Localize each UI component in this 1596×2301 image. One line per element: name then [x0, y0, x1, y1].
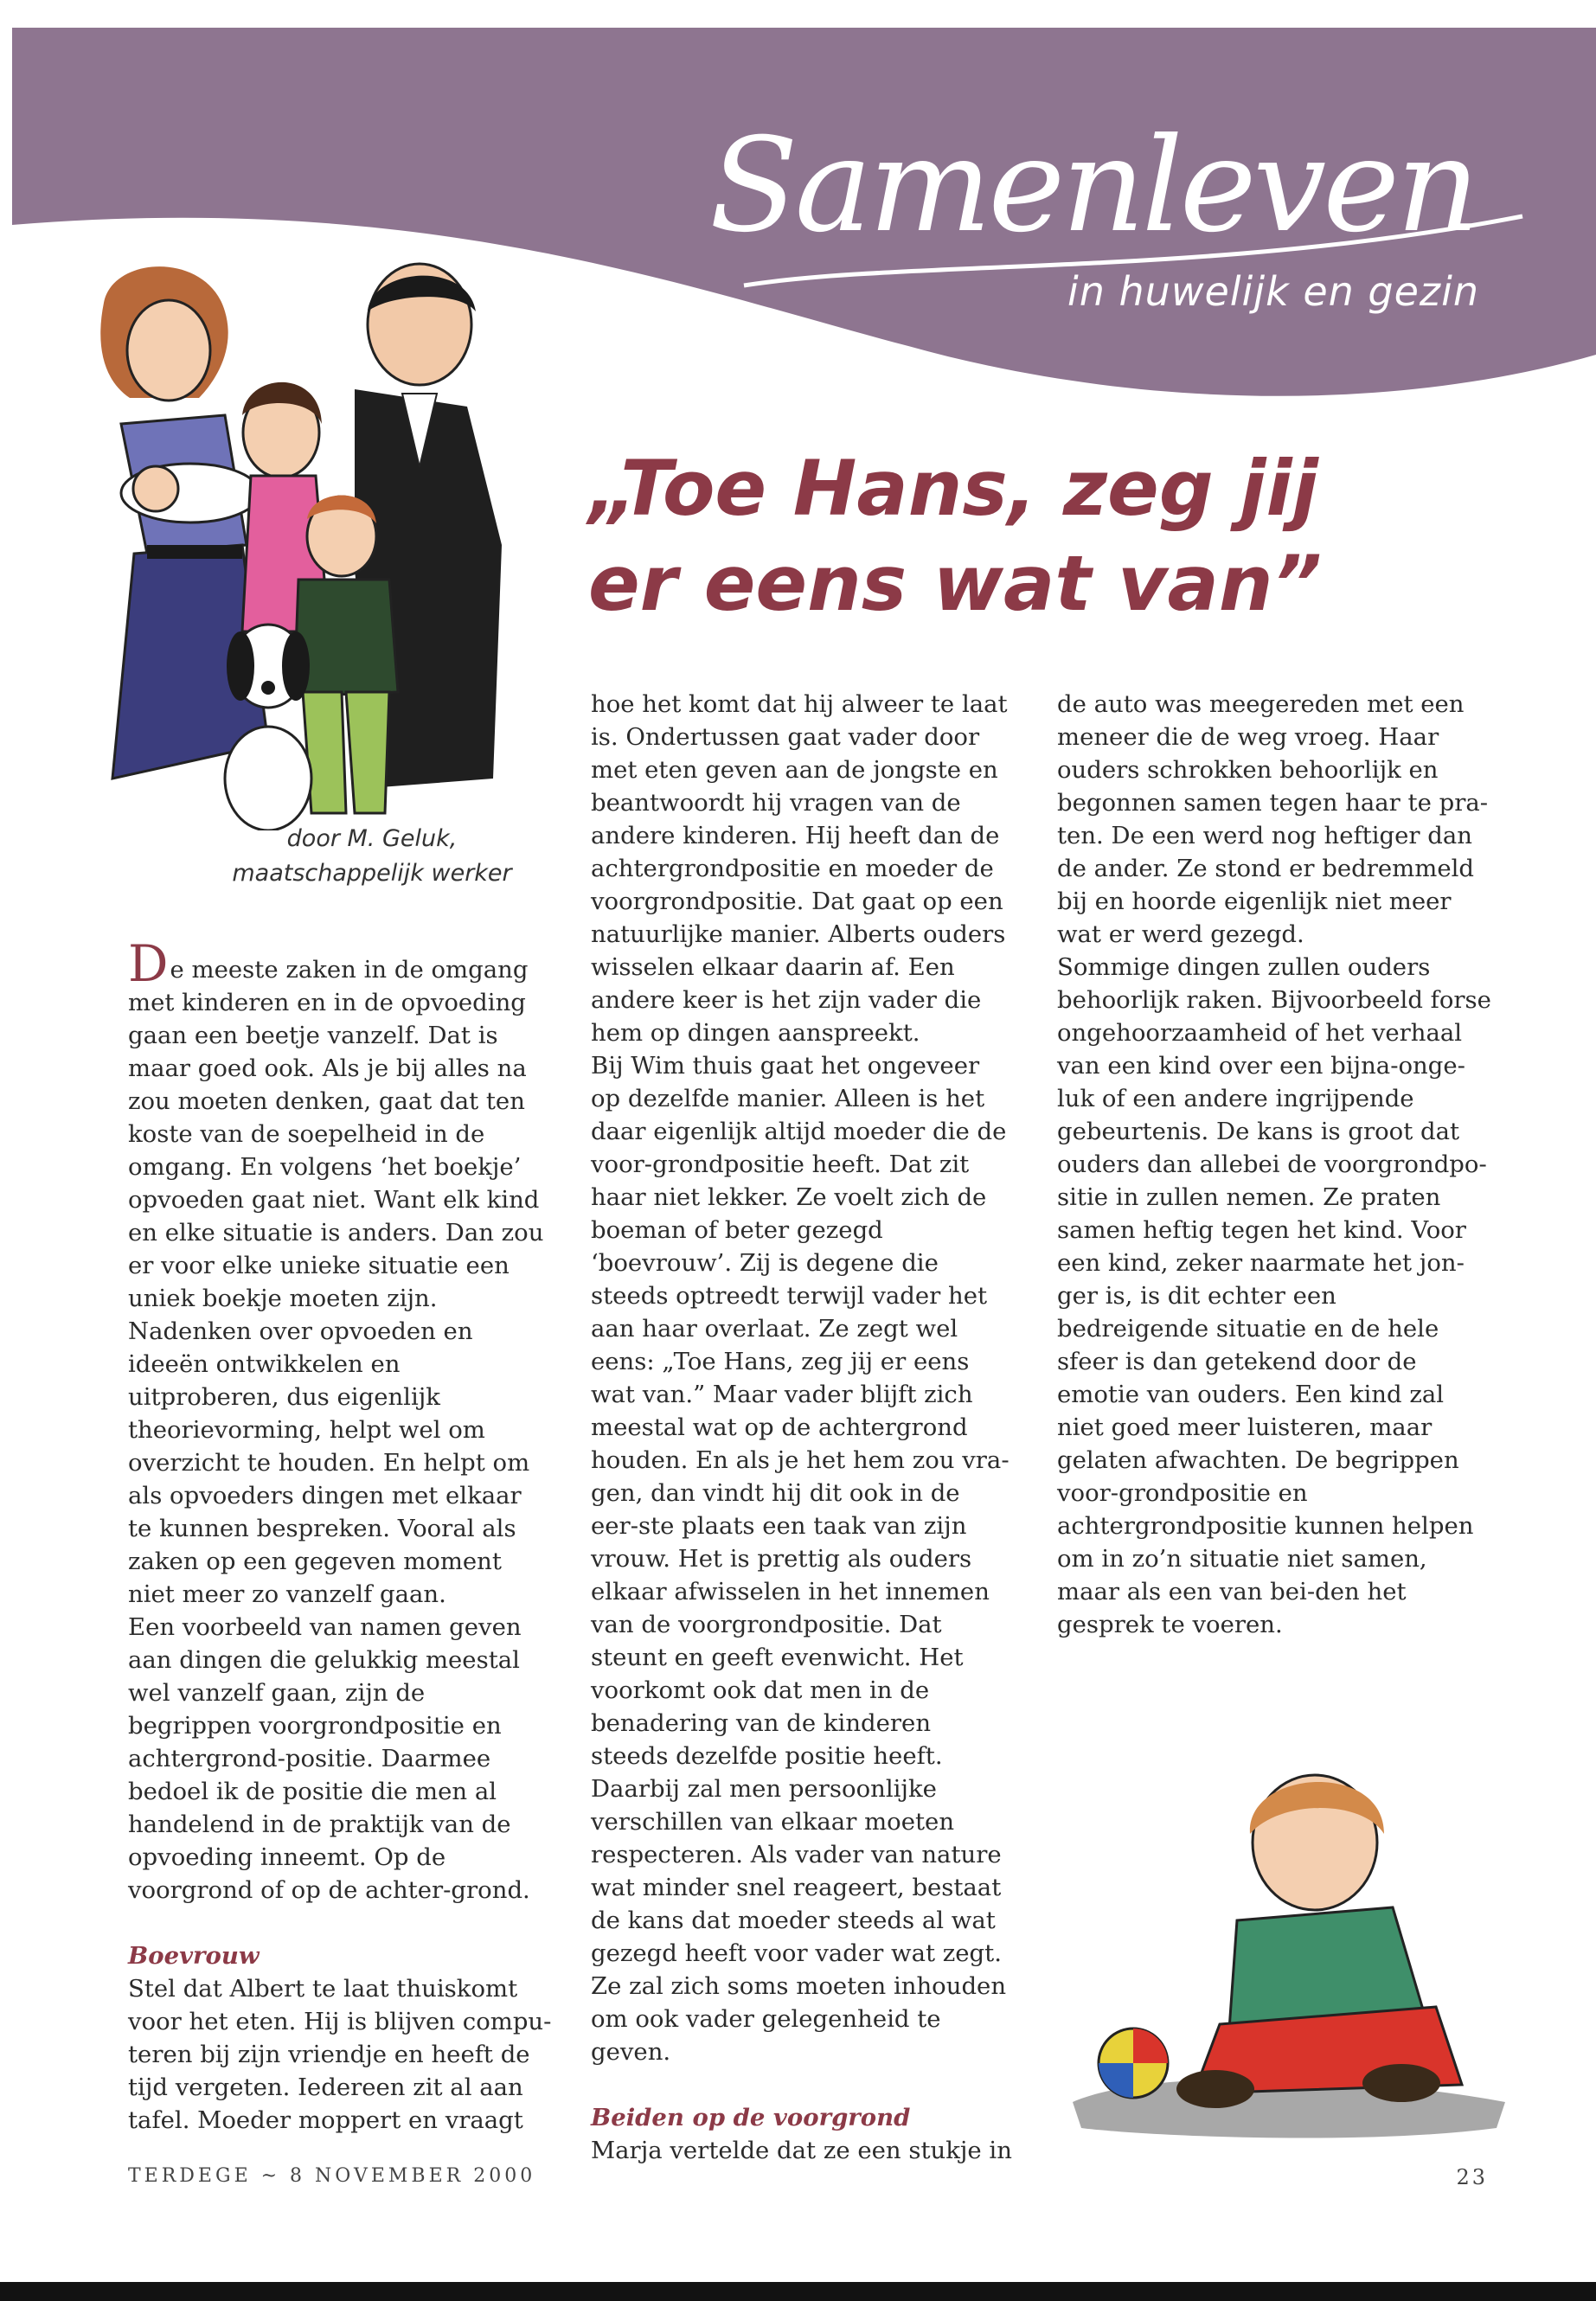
paragraph: Stel dat Albert te laat thuiskomt voor het eten. Hij is blijven compu-teren bij zijn vriendje en heeft de tijd vergeten. Iedereen zit al aan tafel. Moeder moppert en vraagt [128, 1975, 552, 2134]
paragraph: Een voorbeeld van namen geven aan dingen die gelukkig meestal wel vanzelf gaan, zijn de begrippen voorgrondpositie en achtergrond-positie. Daarmee bedoel ik de positie die men al handelend in de praktijk van de opvoeding inneemt. Op de voorgrond of op de achter-grond. [128, 1613, 530, 1904]
headline-line-2: er eens wat van” [588, 539, 1323, 628]
headline [588, 441, 1540, 631]
paragraph: hoe het komt dat hij alweer te laat is. Ondertussen gaat vader door met eten geven aan de jongste en beantwoordt hij vragen van de andere kinderen. Hij heeft dan de achtergrondpositie en moeder de voorgrondpositie. Dat gaat op een natuurlijke manier. Alberts ouders wisselen elkaar daarin af. Een andere keer is het zijn vader die hem op dingen aanspreekt. [591, 690, 1008, 1047]
article-column-3 [1057, 688, 1494, 1641]
paragraph: Nadenken over opvoeden en ideeën ontwikkelen en uitproberen, dus eigenlijk theorievorming, helpt wel om overzicht te houden. En helpt om als opvoeders dingen met elkaar te kunnen bespreken. Vooral als zaken op een gegeven moment niet meer zo vanzelf gaan. [128, 1317, 530, 1608]
footer-publication: TERDEGE ~ 8 NOVEMBER 2000 [128, 2165, 536, 2187]
article-column-1 [128, 934, 552, 2137]
child-with-ball-illustration [1064, 1739, 1514, 2145]
drop-cap: D [128, 934, 169, 993]
paragraph: Marja vertelde dat ze een stukje in [591, 2137, 1012, 2164]
page-number: 23 [1456, 2165, 1488, 2189]
family-illustration [95, 260, 562, 830]
byline-author: door M. Geluk, [286, 825, 458, 852]
byline-role: maatschappelijk werker [232, 860, 512, 887]
paragraph: Sommige dingen zullen ouders behoorlijk raken. Bijvoorbeeld forse ongehoorzaamheid of het verhaal van een kind over een bijna-onge-luk of een andere ingrijpende gebeurtenis. De kans is groot dat ouders dan allebei de voorgrondpo-sitie in zullen nemen. Ze praten samen heftig tegen het kind. Voor een kind, zeker naarmate het jon-ger is, is dit echter een bedreigende situatie en de hele sfeer is dan getekend door de emotie van ouders. Een kind zal niet goed meer luisteren, maar gelaten afwachten. De begrippen voor-grondpositie en achtergrondpositie kunnen helpen om in zo’n situatie niet samen, maar als een van bei-den het gesprek te voeren. [1057, 953, 1491, 1638]
headline-line-1: „Toe Hans, zeg jij [588, 444, 1318, 533]
paragraph: Bij Wim thuis gaat het ongeveer op dezelfde manier. Alleen is het daar eigenlijk altijd moeder die de voor-grondpositie heeft. Dat zit haar niet lekker. Ze voelt zich de boeman of beter gezegd ‘boevrouw’. Zij is degene die steeds optreedt terwijl vader het aan haar overlaat. Ze zegt wel eens: „Toe Hans, zeg jij er eens wat van.” Maar vader blijft zich meestal wat op de achtergrond houden. En als je het hem zou vra-gen, dan vindt hij dit ook in de eer-ste plaats een taak van zijn vrouw. Het is prettig als ouders elkaar afwisselen in het innemen van de voorgrondpositie. Dat steunt en geeft evenwicht. Het voorkomt ook dat men in de benadering van de kinderen steeds dezelfde positie heeft. Daarbij zal men persoonlijke verschillen van elkaar moeten respecteren. Als vader van nature wat minder snel reageert, bestaat de kans dat moeder steeds al wat gezegd heeft voor vader wat zegt. Ze zal zich soms moeten inhouden om ook vader gelegenheid te geven. [591, 1052, 1010, 2066]
masthead-subtitle: in huwelijk en gezin [1067, 268, 1479, 315]
paragraph [128, 934, 552, 1315]
bottom-edge-bar [0, 2282, 1596, 2301]
subheading-beiden: Beiden op de voorgrond [591, 2104, 911, 2131]
subheading-boevrouw: Boevrouw [128, 1942, 260, 1970]
paragraph: de auto was meegereden met een meneer die de weg vroeg. Haar ouders schrokken behoorlijk en begonnen samen tegen haar te pra-ten. De een werd nog heftiger dan de ander. Ze stond er bedremmeld bij en hoorde eigenlijk niet meer wat er werd gezegd. [1057, 690, 1489, 948]
masthead-title: Samenleven [709, 111, 1477, 261]
article-column-2 [591, 688, 1015, 2167]
byline [190, 822, 554, 891]
paragraph-text: e meeste zaken in de omgang met kinderen en in de opvoeding gaan een beetje vanzelf. Dat is maar goed ook. Als je bij alles na zou moeten denken, gaat dat ten koste van de soepelheid in de omgang. En volgens ‘het boekje’ opvoeden gaat niet. Want elk kind en elke situatie is anders. Dan zou er voor elke unieke situatie een uniek boekje moeten zijn. [128, 956, 544, 1312]
